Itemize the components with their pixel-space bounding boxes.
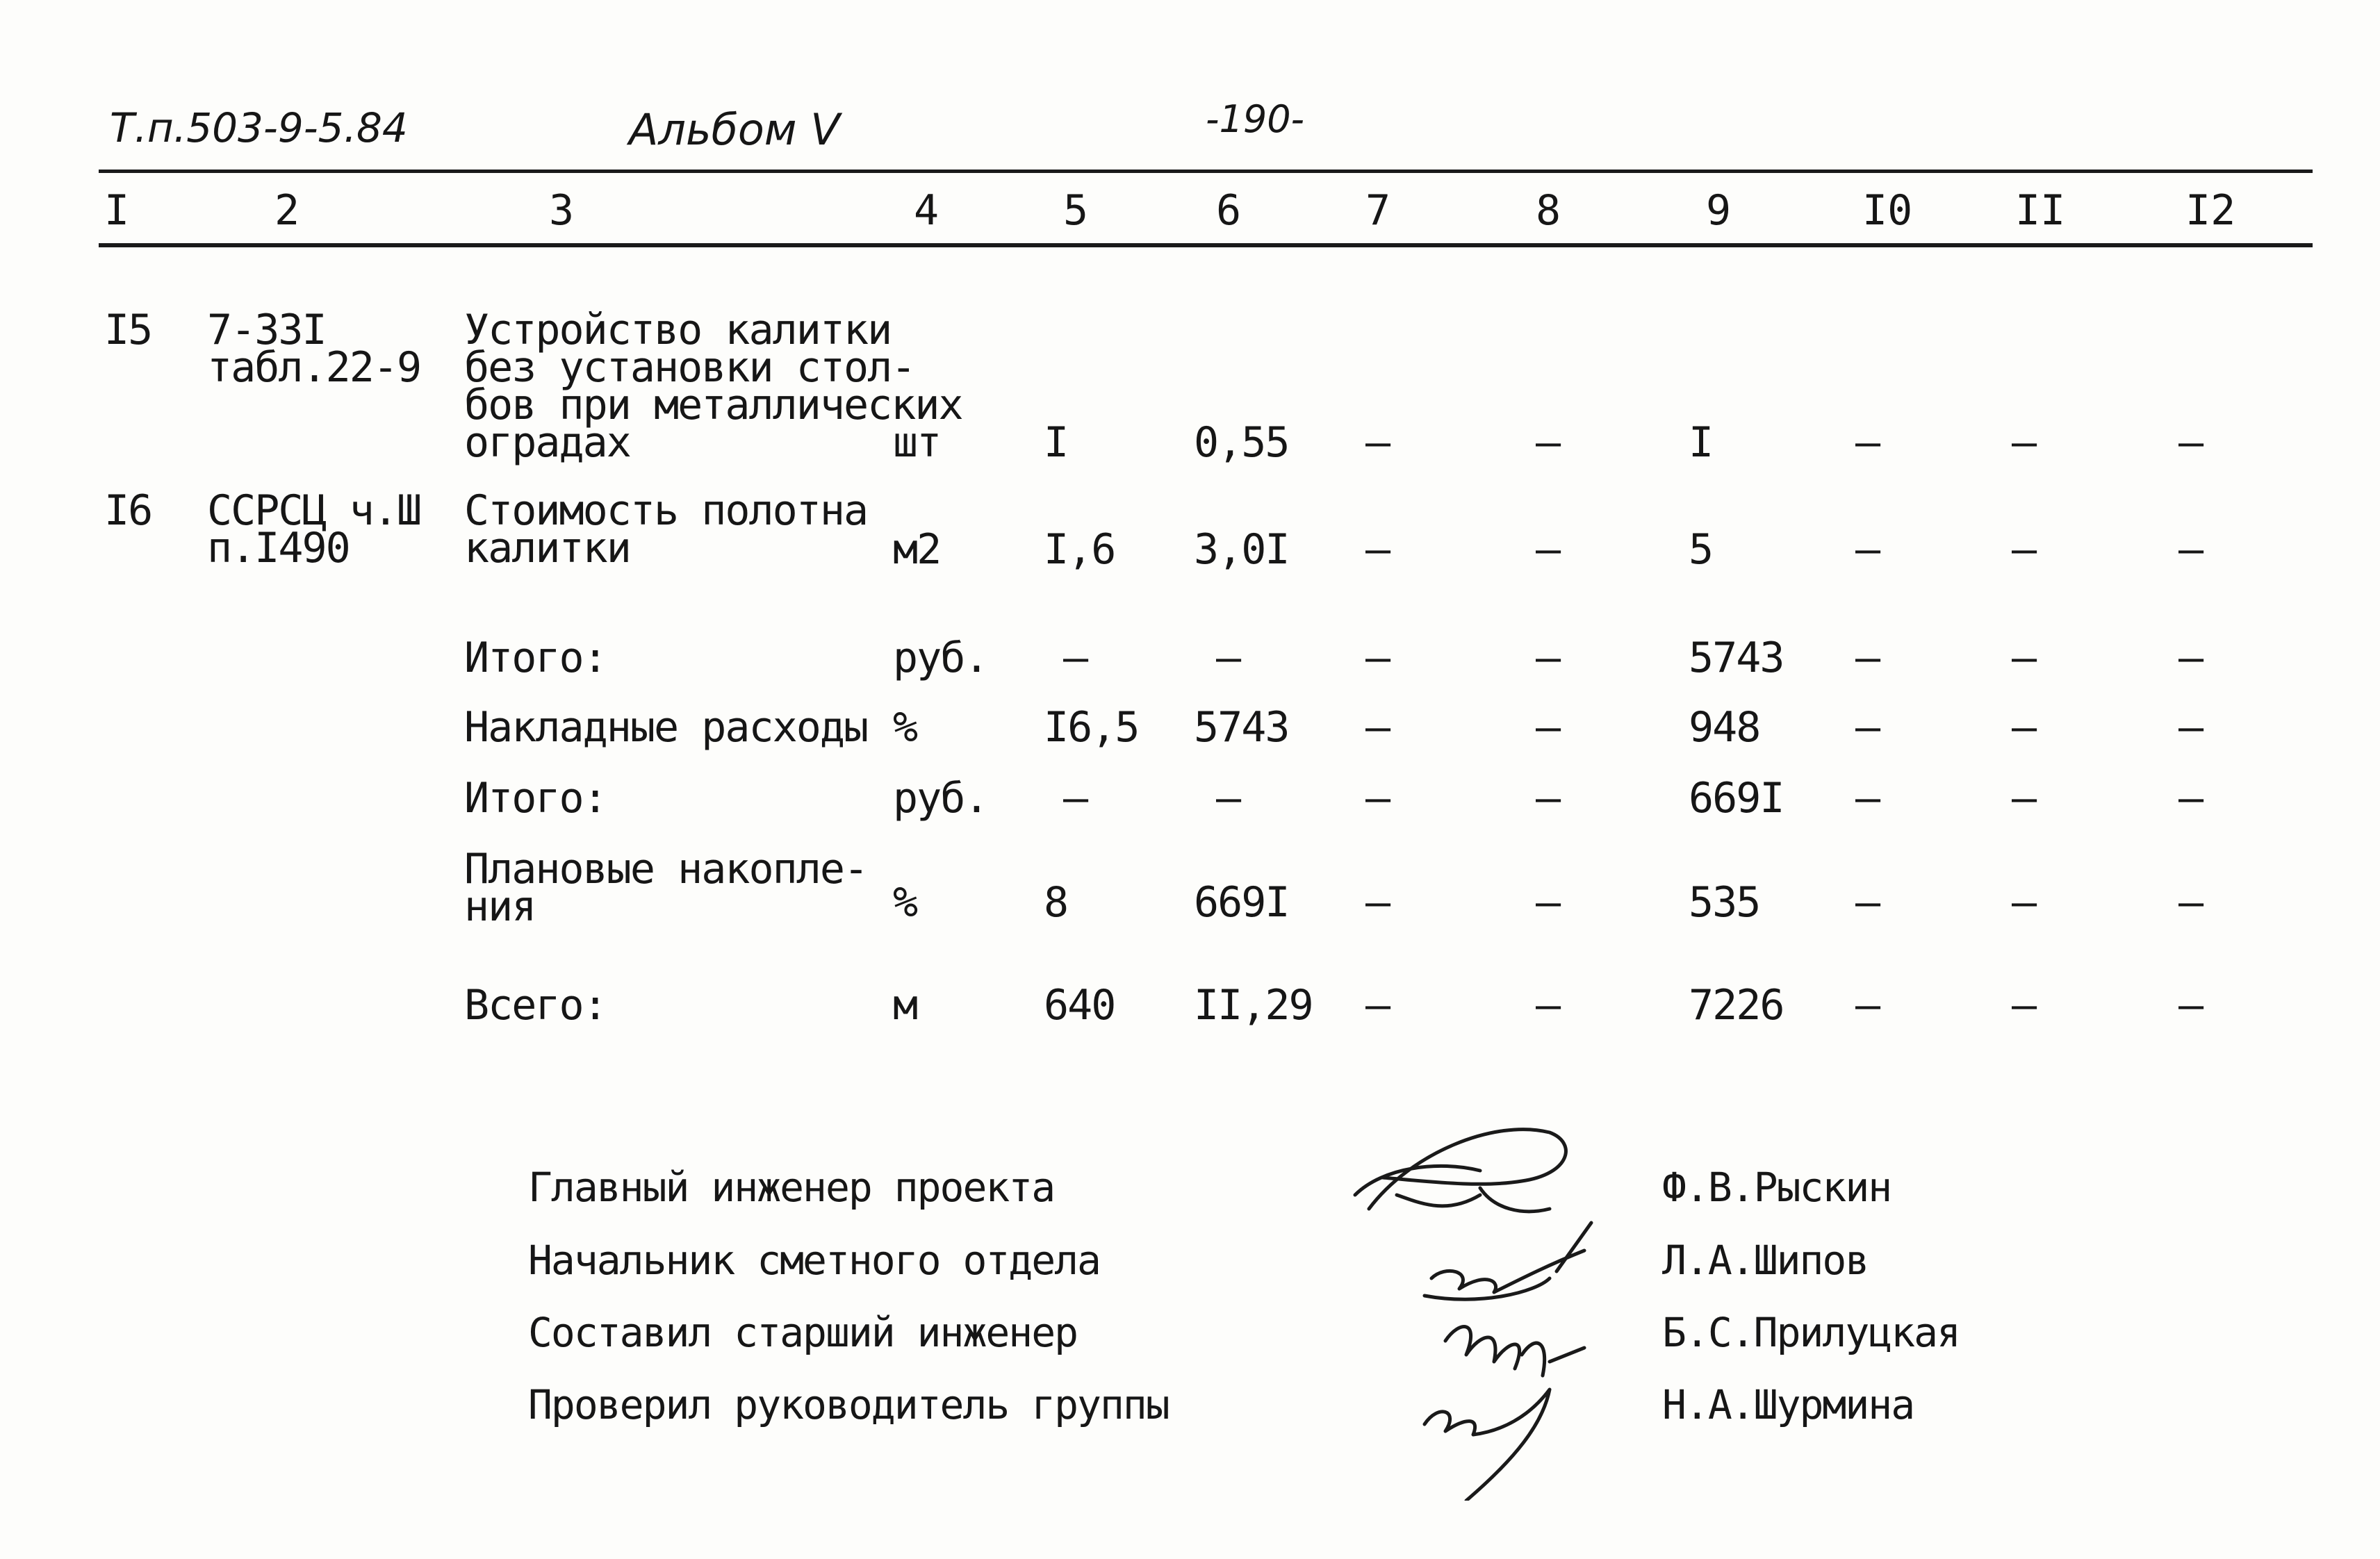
summary-col6: – — [1216, 774, 1240, 823]
summary-col10: – — [1855, 878, 1880, 927]
summary-col12: – — [2178, 774, 2203, 823]
summary-col6: 669I — [1194, 878, 1289, 927]
summary-unit: % — [893, 703, 917, 752]
doc-code: Т.п.503-9-5.84 — [110, 104, 408, 151]
row-col9: 5 — [1689, 525, 1713, 574]
row-col11: – — [2012, 525, 2036, 574]
handwritten-signatures — [1341, 1112, 1661, 1501]
summary-label: Накладные расходы — [464, 703, 868, 752]
signature-role: Начальник сметного отдела — [528, 1237, 1100, 1284]
header-bottom-rule — [99, 243, 2313, 247]
row-col10: – — [1855, 418, 1880, 467]
summary-col9: 948 — [1689, 703, 1760, 752]
signature-name: Ф.В.Рыскин — [1662, 1164, 1891, 1211]
summary-unit: руб. — [893, 774, 988, 823]
row-number: I5 — [104, 306, 152, 354]
summary-col5: – — [1063, 774, 1088, 823]
summary-col7: – — [1365, 878, 1390, 927]
summary-col6: – — [1216, 634, 1240, 682]
summary-col8: – — [1536, 878, 1560, 927]
row-col9: I — [1689, 418, 1713, 467]
page-number: -190- — [1206, 97, 1305, 141]
summary-col5: – — [1063, 634, 1088, 682]
signature-role: Главный инженер проекта — [528, 1164, 1055, 1211]
col-num-11: II — [2015, 186, 2066, 235]
col-num-8: 8 — [1536, 186, 1561, 235]
row-col6: 3,0I — [1194, 525, 1289, 574]
summary-col8: – — [1536, 774, 1560, 823]
summary-col12: – — [2178, 981, 2203, 1030]
summary-col11: – — [2012, 703, 2036, 752]
row-col7: – — [1365, 525, 1390, 574]
row-col11: – — [2012, 418, 2036, 467]
signature-scribble-1 — [1355, 1130, 1566, 1212]
row-unit: шт — [893, 418, 941, 467]
signature-scribble-4 — [1425, 1389, 1550, 1501]
row-col10: – — [1855, 525, 1880, 574]
summary-col9: 535 — [1689, 878, 1760, 927]
row-col12: – — [2178, 418, 2203, 467]
header-top-rule — [99, 170, 2313, 173]
summary-col9: 5743 — [1689, 634, 1784, 682]
signature-name: Б.С.Прилуцкая — [1662, 1309, 1960, 1356]
album-label: Альбом V — [629, 104, 840, 155]
row-col6: 0,55 — [1194, 418, 1289, 467]
summary-col12: – — [2178, 878, 2203, 927]
summary-col9: 7226 — [1689, 981, 1784, 1030]
summary-unit: м — [893, 981, 917, 1030]
col-num-3: 3 — [549, 186, 575, 235]
row-description: Устройство калитки без установки стол- бов при металлических оградах — [464, 306, 962, 467]
summary-col10: – — [1855, 634, 1880, 682]
summary-unit: % — [893, 878, 917, 927]
row-col7: – — [1365, 418, 1390, 467]
summary-col8: – — [1536, 981, 1560, 1030]
summary-col5: I6,5 — [1044, 703, 1139, 752]
signature-scribble-3 — [1445, 1327, 1584, 1376]
row-unit: м2 — [893, 525, 941, 574]
col-num-9: 9 — [1706, 186, 1732, 235]
summary-col10: – — [1855, 981, 1880, 1030]
col-num-12: I2 — [2185, 186, 2236, 235]
row-number: I6 — [104, 486, 152, 535]
row-col8: – — [1536, 525, 1560, 574]
row-reference: 7-33I табл.22-9 — [207, 306, 421, 392]
signature-scribble-2 — [1425, 1223, 1591, 1299]
summary-col11: – — [2012, 774, 2036, 823]
col-num-1: I — [104, 186, 130, 235]
col-num-7: 7 — [1365, 186, 1391, 235]
summary-col11: – — [2012, 634, 2036, 682]
summary-unit: руб. — [893, 634, 988, 682]
summary-col12: – — [2178, 703, 2203, 752]
summary-col5: 640 — [1044, 981, 1115, 1030]
summary-col9: 669I — [1689, 774, 1784, 823]
row-col12: – — [2178, 525, 2203, 574]
col-num-10: I0 — [1862, 186, 1913, 235]
summary-label: Итого: — [464, 634, 607, 682]
summary-label: Всего: — [464, 981, 607, 1030]
summary-col6: II,29 — [1194, 981, 1313, 1030]
summary-col7: – — [1365, 634, 1390, 682]
col-num-5: 5 — [1063, 186, 1089, 235]
col-num-2: 2 — [274, 186, 300, 235]
signature-role: Проверил руководитель группы — [528, 1381, 1169, 1428]
summary-col8: – — [1536, 703, 1560, 752]
row-col8: – — [1536, 418, 1560, 467]
summary-col8: – — [1536, 634, 1560, 682]
signature-name: Н.А.Шурмина — [1662, 1381, 1914, 1428]
summary-col6: 5743 — [1194, 703, 1289, 752]
summary-col11: – — [2012, 981, 2036, 1030]
row-reference: ССРСЦ ч.Ш п.I490 — [207, 486, 421, 572]
row-description: Стоимость полотна калитки — [464, 486, 868, 572]
summary-col10: – — [1855, 774, 1880, 823]
summary-col7: – — [1365, 981, 1390, 1030]
summary-col11: – — [2012, 878, 2036, 927]
summary-label: Плановые накопле- ния — [464, 845, 868, 931]
col-num-4: 4 — [914, 186, 939, 235]
summary-col7: – — [1365, 774, 1390, 823]
signature-role: Составил старший инженер — [528, 1309, 1078, 1356]
row-col5: I — [1044, 418, 1068, 467]
summary-col7: – — [1365, 703, 1390, 752]
summary-label: Итого: — [464, 774, 607, 823]
summary-col12: – — [2178, 634, 2203, 682]
row-col5: I,6 — [1044, 525, 1115, 574]
signature-name: Л.А.Шипов — [1662, 1237, 1869, 1284]
summary-col5: 8 — [1044, 878, 1068, 927]
summary-col10: – — [1855, 703, 1880, 752]
col-num-6: 6 — [1216, 186, 1242, 235]
